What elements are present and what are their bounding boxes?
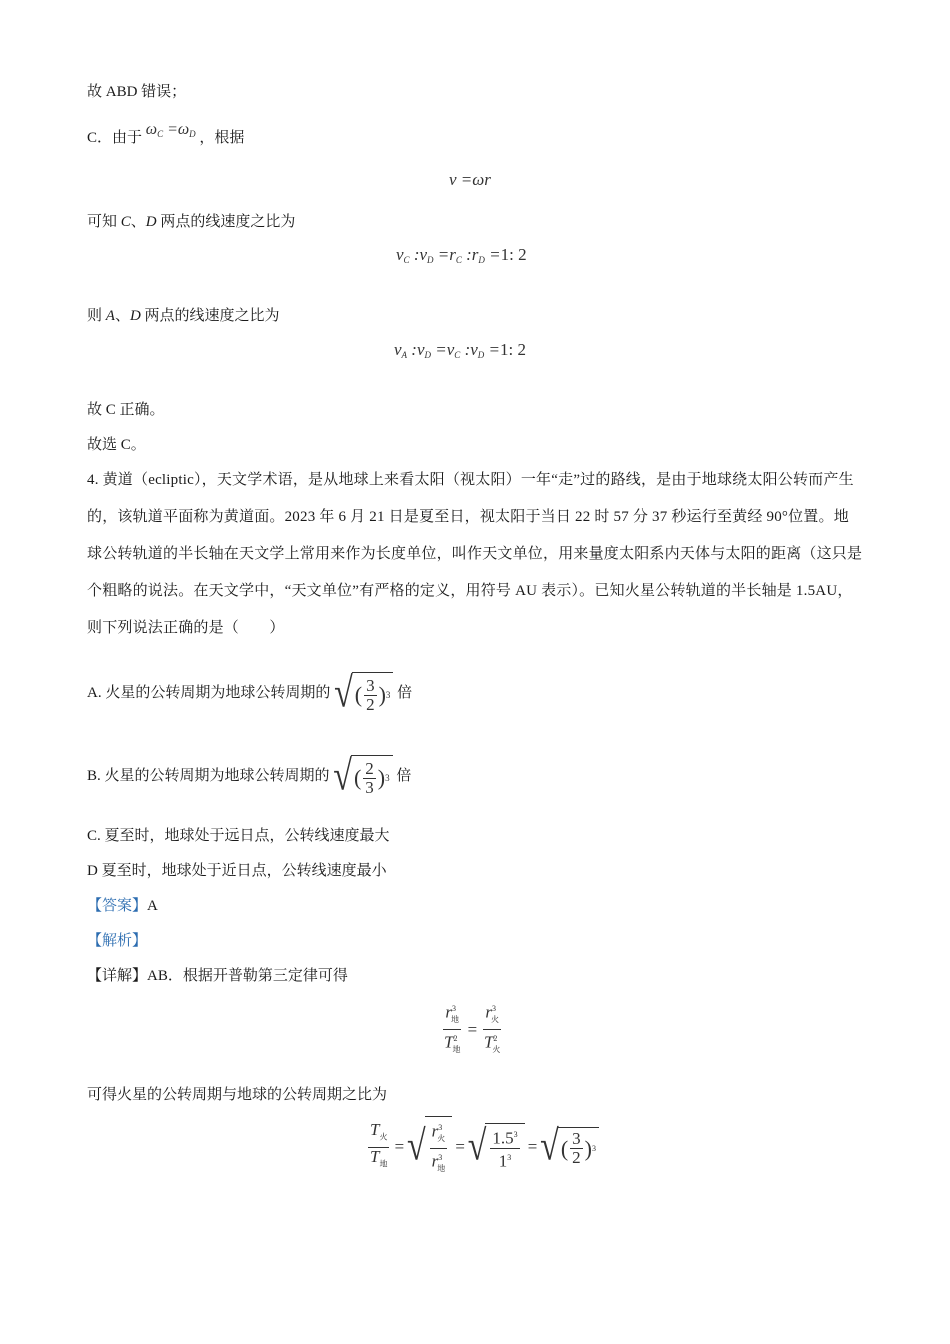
num: 2 [365,758,374,778]
question-number: 4. [87,472,99,488]
text: 两点的线速度之比为 [160,214,296,230]
text-prefix: C．由于 [87,130,143,146]
option-c: C. 夏至时，地球处于远日点，公转线速度最大 [87,828,390,844]
text-line-choose-c: 故选 C。 [87,437,146,453]
answer-line [87,896,158,916]
question-body: 黄道（ecliptic），天文学术语，是从地球上来看太阳（视太阳）一年“走”过的路线，是由于地球绕太阳公转而产生的，该轨道平面称为黄道面。2023 年 6 月 21 日是夏至日，视太阳于当日 22 时 57 分 37 秒运行至黄经 90°位置。地球公转轨道的半长轴在天文学上常用来作为长度单位，叫作天文单位，用来量度太阳系内天体与太阳的距离（这只是个粗略的说法。在天文学中，“天文单位”有严格的定义，用符号 AU 表示）。已知火星公转轨道的半长轴是 1.5AU，则下列说法正确的是（ ） [87,472,863,636]
option-d: D 夏至时，地球处于近日点，公转线速度最小 [87,863,387,879]
option-a-suffix: 倍 [397,684,413,701]
text-line-ad [87,306,280,326]
answer-tag: 【答案】 [87,898,148,914]
point-c: C [120,214,131,230]
sqrt-3-over-2-cubed: √ ( $\frac{3}{2}$ ) 3 [334,672,393,715]
point-a: A [105,308,115,324]
formula-kepler-third-law: $\frac{r^3_地}{T^2_地}$ = $\frac{r^3_火}{T^2_火}$ [440,1000,504,1059]
point-d: D [129,308,141,324]
text: 可知 [87,214,118,230]
sqrt-2-over-3-cubed: √ ( $\frac{2}{3}$ ) 3 [333,755,392,798]
question-4-text [87,462,863,647]
text-suffix: ，根据 [199,130,245,146]
den: 3 [365,777,374,797]
exp: 3 [385,690,391,700]
detail-text: AB．根据开普勒第三定律可得 [147,968,348,984]
text-line-omega [87,121,245,152]
den: 2 [366,694,375,714]
option-b-text: B. 火星的公转周期为地球公转周期的 [87,767,330,784]
formula-omega-equal: $\omega_C =\omega_D$ [145,121,196,139]
formula-period-ratio: $\frac{T_火}{T_地}$ = √ $\frac{r^3_火}{r^3_地}$ = √ $\frac{1.5^3}{1^3}$ = √ ( $\frac{3}{2}$ ) 3 [366,1116,599,1178]
sep: 、 [130,214,146,230]
option-b [87,752,412,799]
ratio-text-line: 可得火星的公转周期与地球的公转周期之比为 [87,1087,388,1103]
analysis-line [87,931,147,951]
answer-value: A [147,898,158,914]
text-line-abd-wrong: 故 ABD 错误； [87,84,187,100]
text: 两点的线速度之比为 [144,308,280,324]
option-a-text: A. 火星的公转周期为地球公转周期的 [87,684,331,701]
detail-line [87,966,348,986]
formula-va-vd: $v_A$ $:v_D =v_C$ $:v_D =1$: 2 [394,340,526,360]
text: 则 [87,308,103,324]
text-line-cd [87,212,295,232]
point-d: D [145,214,157,230]
formula-vc-vd: $v_C$ $:v_D =r_C$ $:r_D =1$: 2 [396,245,527,265]
option-a [87,669,413,716]
option-b-suffix: 倍 [396,767,412,784]
detail-tag: 【详解】 [87,968,148,984]
num: 3 [366,675,375,695]
sep: 、 [114,308,130,324]
analysis-tag: 【解析】 [87,933,148,949]
text-line-c-correct: 故 C 正确。 [87,402,165,418]
formula-v-omega-r: v =ωr [449,170,491,189]
exp: 3 [385,773,390,783]
